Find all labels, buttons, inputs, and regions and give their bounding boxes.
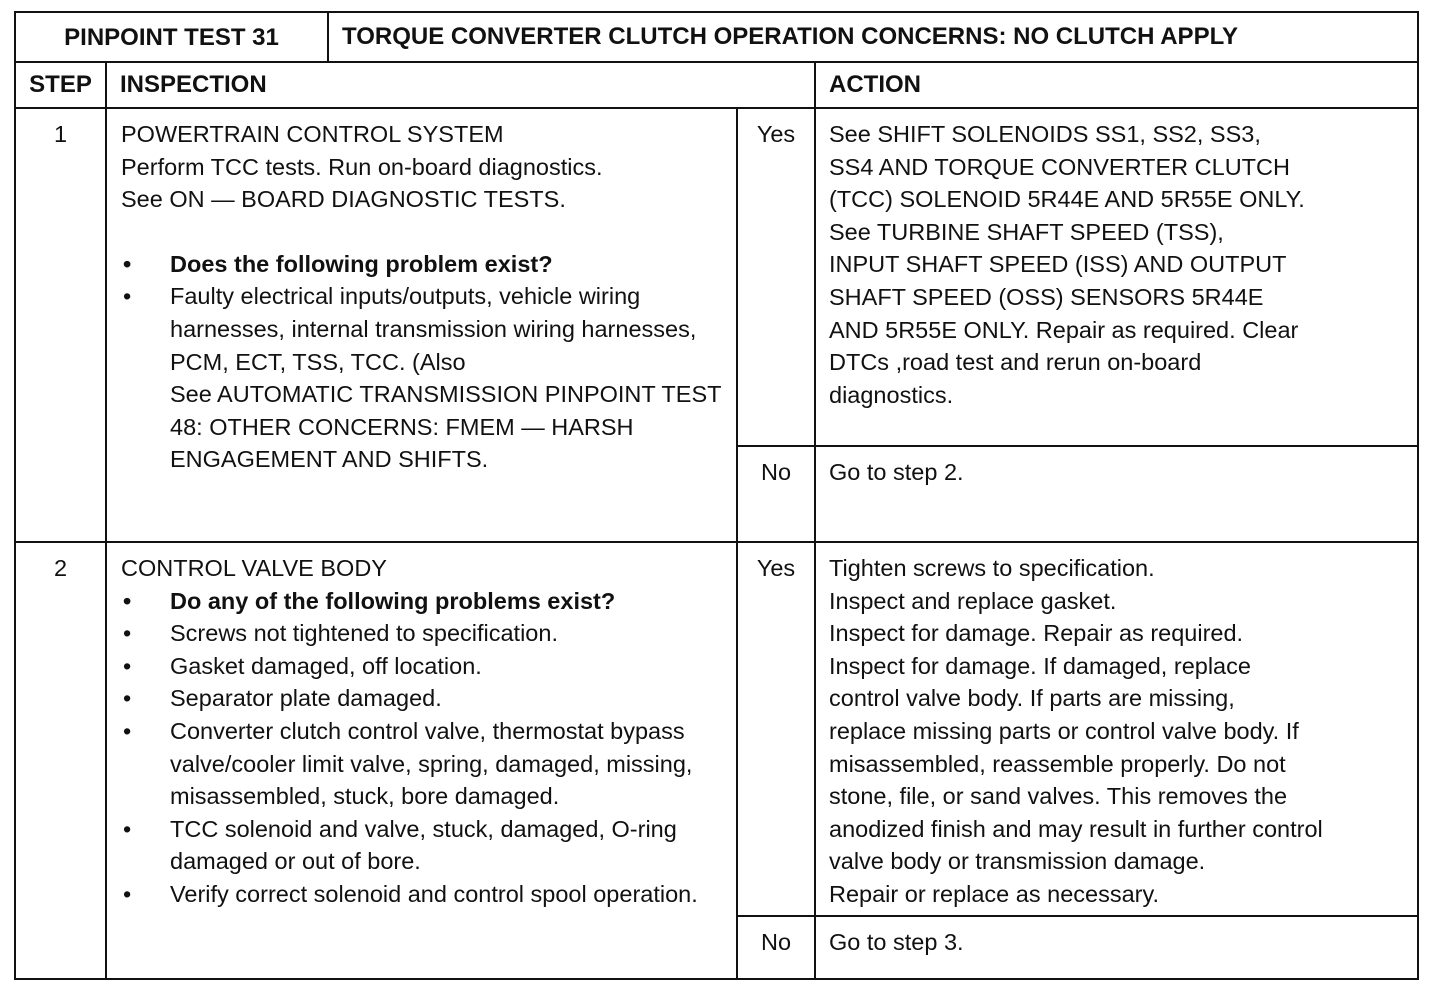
step-1-inspection: [106, 108, 737, 542]
action-line: See TURBINE SHAFT SPEED (TSS),: [829, 218, 1224, 245]
step-2-yes-row: [15, 542, 1418, 916]
step-2-bullet: • Separator plate damaged.: [121, 682, 726, 715]
step-2-inspection: [106, 542, 737, 979]
step-2-bullet: • Gasket damaged, off location.: [121, 650, 726, 683]
step-column-header: STEP: [15, 62, 106, 108]
column-header-row: [15, 62, 1418, 108]
step-2-yes-action: [815, 542, 1418, 916]
action-column-header: ACTION: [815, 62, 1418, 108]
step-1-bullet-1: [121, 280, 726, 476]
step-1-question: • Does the following problem exist?: [121, 248, 726, 281]
action-line: Inspect for damage. Repair as required.: [829, 620, 1244, 647]
action-line: Inspect and replace gasket.: [829, 587, 1117, 614]
action-line: SHAFT SPEED (OSS) SENSORS 5R44E: [829, 283, 1264, 310]
action-line: anodized finish and may result in further control: [829, 815, 1323, 842]
step-2-bullet: • TCC solenoid and valve, stuck, damaged, O-ring damaged or out of bore.: [121, 813, 726, 878]
step-1-yes-label: Yes: [737, 108, 815, 446]
step-2-no-label: No: [737, 916, 815, 979]
step-1-line-1: Perform TCC tests. Run on-board diagnostics.: [121, 153, 603, 180]
step-2-bullet: • Verify correct solenoid and control spool operation.: [121, 878, 726, 911]
step-1-bullet-1-text: Faulty electrical inputs/outputs, vehicle wiring harnesses, internal transmission wiring harnesses, PCM, ECT, TSS, TCC. (Also: [170, 283, 697, 375]
pinpoint-test-table: [14, 11, 1419, 980]
step-2-title: CONTROL VALVE BODY: [121, 555, 387, 581]
step-2-no-action: Go to step 3.: [815, 916, 1418, 979]
action-line: (TCC) SOLENOID 5R44E AND 5R55E ONLY.: [829, 186, 1305, 213]
action-line: SS4 AND TORQUE CONVERTER CLUTCH: [829, 153, 1290, 180]
step-1-line-2: See ON — BOARD DIAGNOSTIC TESTS.: [121, 186, 566, 213]
step-2-bullet-list: [121, 585, 726, 911]
action-line: stone, file, or sand valves. This removes the: [829, 783, 1288, 810]
step-2-bullet: • Screws not tightened to specification.: [121, 617, 726, 650]
action-line: misassembled, reassemble properly. Do not: [829, 750, 1286, 777]
inspection-column-header: INSPECTION: [106, 62, 815, 108]
step-1-no-action: Go to step 2.: [815, 446, 1418, 542]
action-line: Repair or replace as necessary.: [829, 880, 1160, 907]
step-1-number: 1: [15, 108, 106, 542]
step-1-title: POWERTRAIN CONTROL SYSTEM: [121, 121, 504, 147]
step-1-bullet-list: [121, 248, 726, 476]
action-line: Tighten screws to specification.: [829, 555, 1155, 581]
action-line: AND 5R55E ONLY. Repair as required. Clear: [829, 316, 1299, 343]
step-2-number: 2: [15, 542, 106, 979]
action-line: valve body or transmission damage.: [829, 848, 1206, 875]
action-line: Inspect for damage. If damaged, replace: [829, 652, 1251, 679]
step-1-yes-action: [815, 108, 1418, 446]
step-2-yes-label: Yes: [737, 542, 815, 916]
action-line: replace missing parts or control valve body. If: [829, 717, 1299, 744]
pinpoint-test-document: [14, 11, 1417, 980]
title-row: [15, 12, 1418, 62]
test-number: PINPOINT TEST 31: [15, 12, 328, 62]
step-1-yes-row: [15, 108, 1418, 446]
action-line: control valve body. If parts are missing,: [829, 685, 1235, 712]
action-line: DTCs ,road test and rerun on-board: [829, 349, 1202, 376]
action-line: diagnostics.: [829, 381, 954, 408]
test-title: TORQUE CONVERTER CLUTCH OPERATION CONCERNS: NO CLUTCH APPLY: [328, 12, 1418, 62]
step-1-no-label: No: [737, 446, 815, 542]
step-1-bullet-continuation: See AUTOMATIC TRANSMISSION PINPOINT TEST 48: OTHER CONCERNS: FMEM — HARSH ENGAGEMENT AND SHIFTS.: [170, 381, 722, 473]
step-2-bullet: • Converter clutch control valve, thermostat bypass valve/cooler limit valve, spring, damaged, missing, misassembled, stuck, bore damaged.: [121, 715, 726, 813]
action-line: INPUT SHAFT SPEED (ISS) AND OUTPUT: [829, 251, 1287, 278]
step-2-question: • Do any of the following problems exist?: [121, 585, 726, 618]
action-line: See SHIFT SOLENOIDS SS1, SS2, SS3,: [829, 121, 1261, 147]
